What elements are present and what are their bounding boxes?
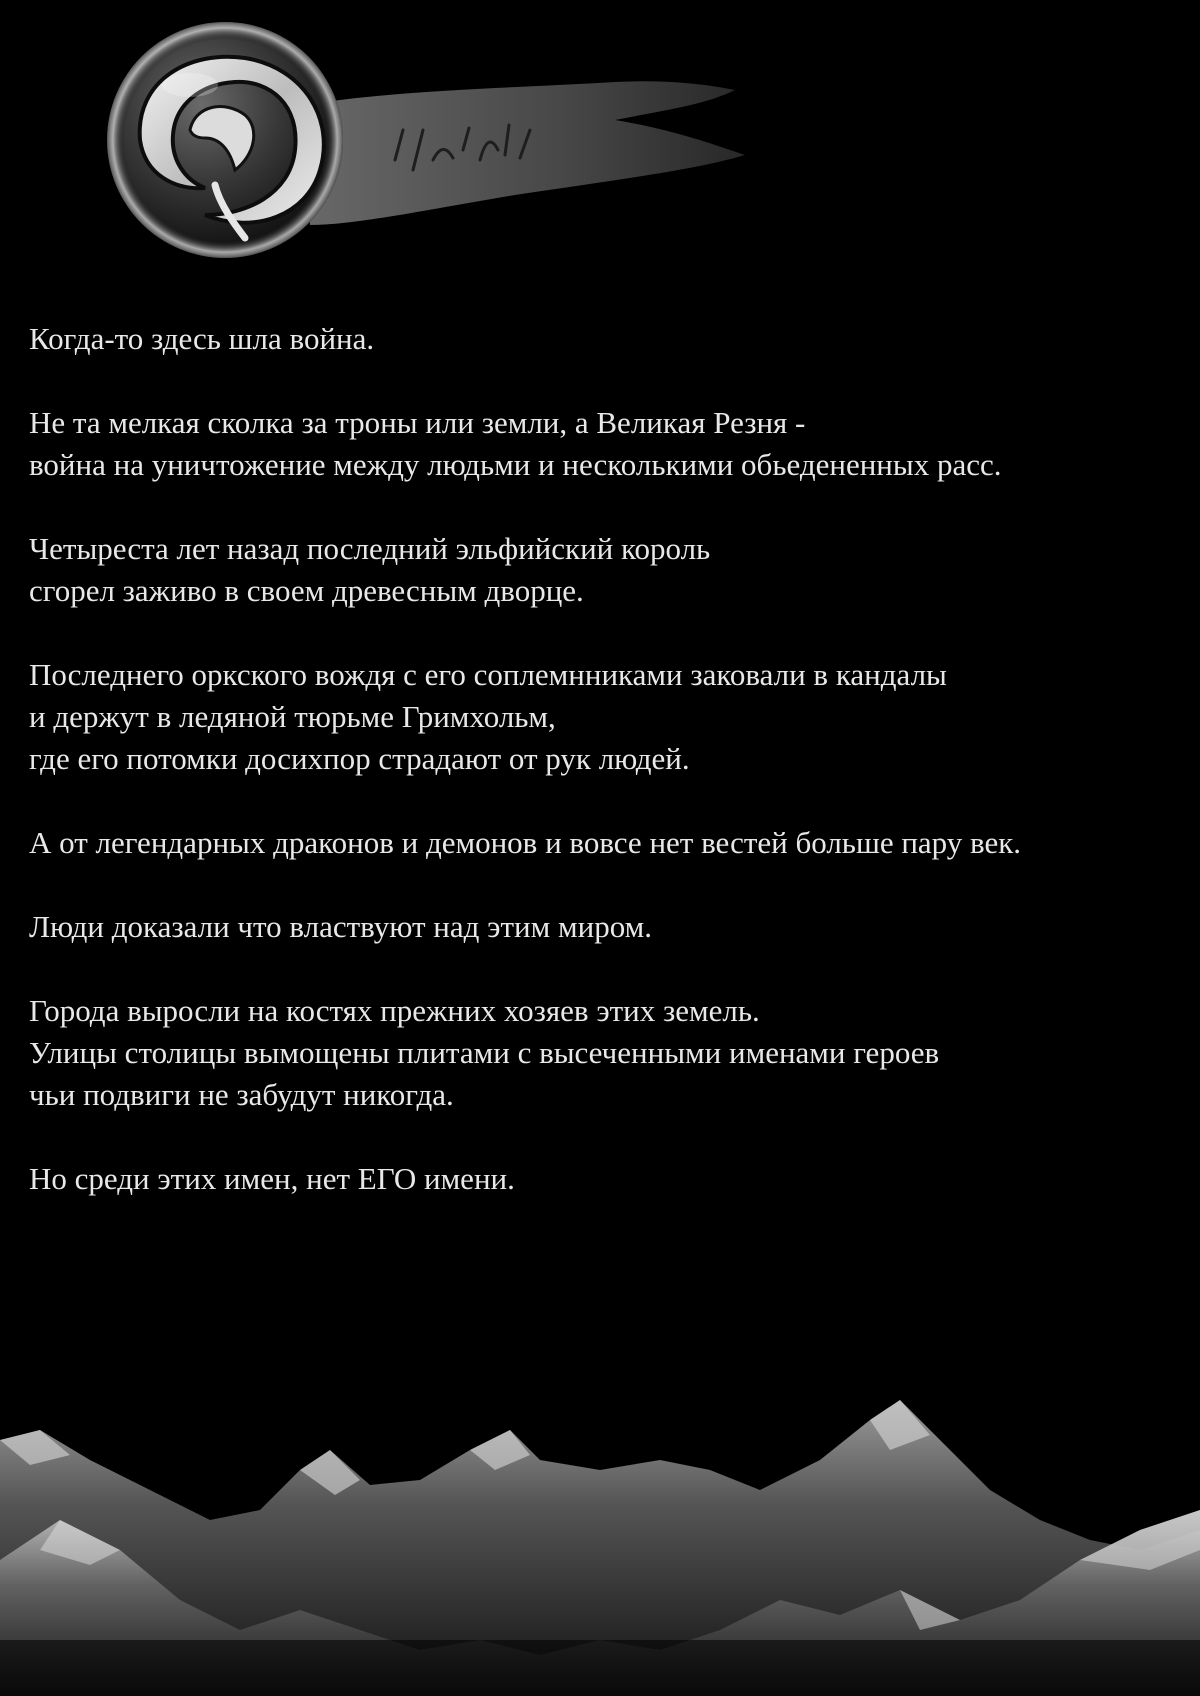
- story-line: Не та мелкая сколка за троны или земли, а Великая Резня -: [29, 405, 806, 440]
- story-line: где его потомки досихпор страдают от рук людей.: [29, 741, 690, 776]
- story-line: чьи подвиги не забудут никогда.: [29, 1077, 454, 1112]
- story-paragraph: [29, 402, 1179, 486]
- story-line: сгорел заживо в своем древесным дворце.: [29, 573, 584, 608]
- story-line: и держут в ледяной тюрьме Гримхольм,: [29, 699, 556, 734]
- story-paragraph: [29, 990, 1179, 1116]
- story-line: война на уничтожение между людьми и несколькими обьедененных расс.: [29, 447, 1002, 482]
- story-line: Четыреста лет назад последний эльфийский король: [29, 531, 711, 566]
- story-paragraph: [29, 906, 1179, 948]
- story-paragraph: [29, 318, 1179, 360]
- story-paragraph: [29, 654, 1179, 780]
- crescent-orb-emblem-icon: [95, 10, 775, 280]
- story-line: Города выросли на костях прежних хозяев этих земель.: [29, 993, 760, 1028]
- story-line: Когда-то здесь шла война.: [29, 321, 375, 356]
- story-line: А от легендарных драконов и демонов и вовсе нет вестей больше пару век.: [29, 825, 1022, 860]
- story-line: Последнего оркского вождя с его соплемнниками заковали в кандалы: [29, 657, 947, 692]
- inscribed-banner-icon: [305, 81, 745, 225]
- story-line: Улицы столицы вымощены плитами с высеченными именами героев: [29, 1035, 940, 1070]
- story-line: Люди доказали что властвуют над этим миром.: [29, 909, 652, 944]
- story-paragraph: [29, 822, 1179, 864]
- mountain-range-icon: [0, 1400, 1200, 1696]
- story-paragraph: [29, 528, 1179, 612]
- story-text: [29, 318, 1179, 1242]
- story-paragraph: [29, 1158, 1179, 1200]
- story-line: Но среди этих имен, нет ЕГО имени.: [29, 1161, 515, 1196]
